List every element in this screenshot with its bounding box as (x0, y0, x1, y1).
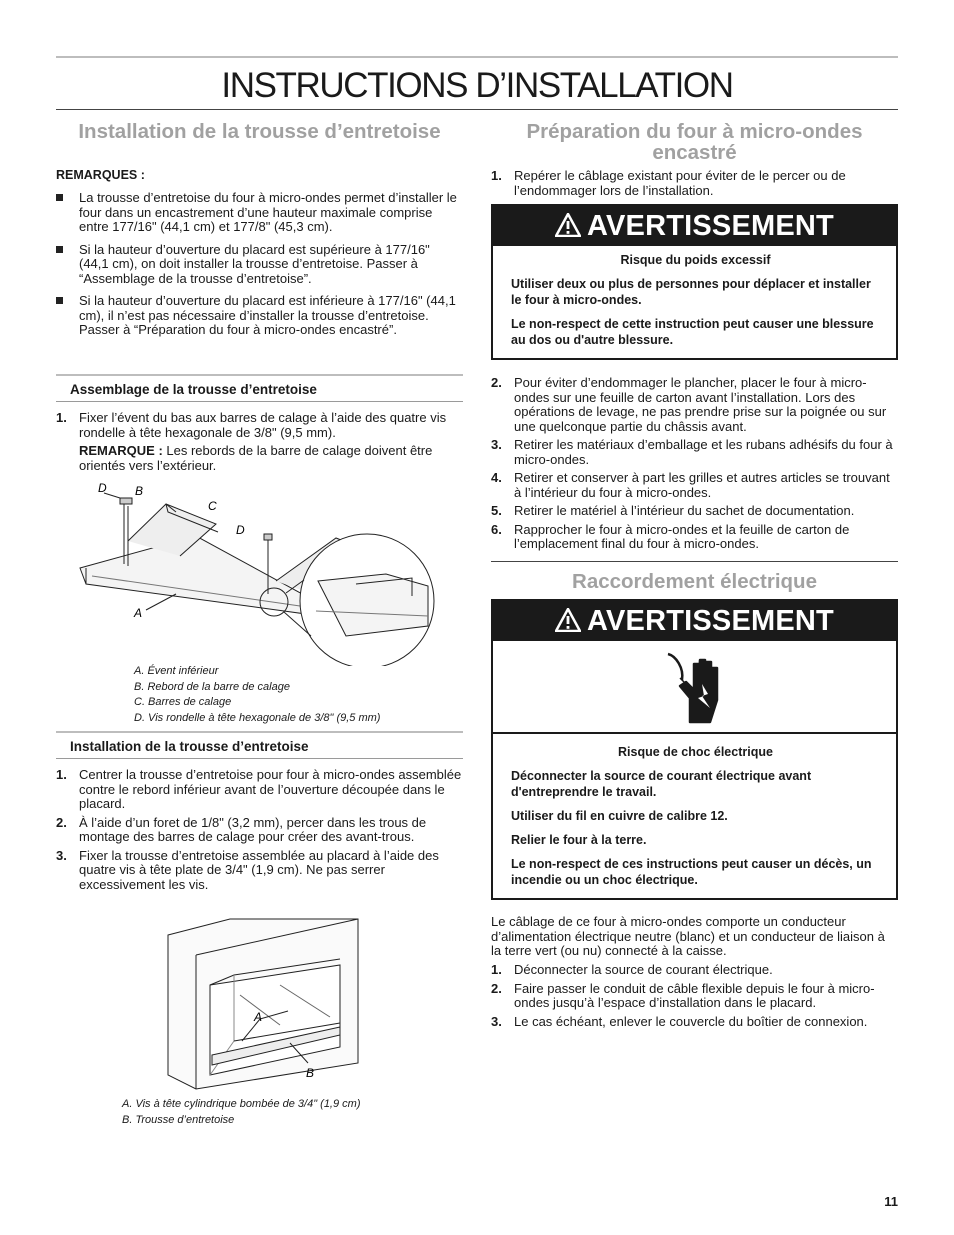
fig1-label-c: C (208, 499, 217, 513)
prep-steps (491, 376, 898, 556)
remarks-list (56, 191, 463, 346)
step-item: 6. Rapprocher le four à micro-ondes et la feuille de carton de l’emplacement final du four à micro-ondes. (491, 521, 850, 551)
fig1-label-d2: D (236, 523, 245, 537)
electrical-steps (491, 963, 898, 1033)
warning-line: Le non-respect de ces instructions peut causer un décès, un incendie ou un choc électrique. (511, 857, 872, 887)
step-item: 1. Déconnecter la source de courant électrique. (491, 962, 773, 977)
electrical-intro: Le câblage de ce four à micro-ondes comporte un conducteur d’alimentation électrique neutre (blanc) et un conducteur de liaison à la terre vert (ou nu) connecté à la caisse. (491, 914, 885, 958)
fig1-label-a: A (134, 606, 143, 620)
warning-line: Déconnecter la source de courant électrique avant d'entreprendre le travail. (511, 769, 812, 799)
remark-item: La trousse d’entretoise du four à micro-ondes permet d’installer le four dans un encastrement d’une hauteur maximale comprise entre 177/16" (44,1 cm) et 177/8" (45,3 cm). (56, 191, 463, 235)
shock-icon-panel (493, 641, 896, 734)
subheading-install: Installation de la trousse d’entretoise (56, 731, 463, 759)
fig2-label-a: A (254, 1010, 263, 1024)
warning-triangle-icon (555, 608, 581, 632)
section-rule (491, 561, 898, 562)
step-item: 1. Fixer l’évent du bas aux barres de calage à l’aide des quatre vis rondelle à tête hexagonale de 3/8" (9,5 mm). (56, 410, 447, 440)
bullet-square-icon (56, 297, 63, 304)
fig2-label-b: B (306, 1066, 315, 1080)
warning-line: Utiliser deux ou plus de personnes pour déplacer et installer le four à micro-ondes. (511, 277, 871, 307)
section-title-prep: Préparation du four à micro-ondes encastré (526, 120, 863, 164)
warning-box-electrical (491, 599, 898, 900)
step-item: 2. Pour éviter d’endommager le plancher, placer le four à micro-ondes sur une feuille de carton avant l’installation. Lors des opérations de levage, ne pas prendre prise sur la poignée ou sur une quelconque partie du châssis avant. (491, 375, 887, 434)
spacer-assembly-figure (56, 476, 463, 666)
assembly-note: REMARQUE : Les rebords de la barre de calage doivent être orientés vers l’extérieur. (79, 443, 433, 473)
assembly-step (56, 411, 463, 477)
warning-risk: Risque du poids excessif (620, 253, 771, 267)
warning-header: AVERTISSEMENT (493, 206, 896, 246)
title-rule (56, 109, 898, 110)
fig1-label-d: D (98, 481, 107, 495)
step-item: 1. Repérer le câblage existant pour éviter de le percer ou de l’endommager lors de l’installation. (491, 168, 846, 198)
step-item: 2. Faire passer le conduit de câble flexible depuis le four à micro-ondes jusqu’à l’espace d’installation dans le placard. (491, 980, 875, 1010)
fig1-captions (134, 664, 454, 726)
warning-line: Relier le four à la terre. (511, 833, 647, 847)
subheading-assembly: Assemblage de la trousse d’entretoise (56, 374, 463, 402)
step-item: 3. Fixer la trousse d’entretoise assemblée au placard à l’aide des quatre vis à tête plate de 3/4" (1,9 cm). Ne pas serrer excessivement les vis. (56, 847, 439, 892)
remark-item: Si la hauteur d’ouverture du placard est supérieure à 177/16" (44,1 cm), on doit installer la trousse d’entretoise. Passer à “Assemblage de la trousse d’entretoise”. (56, 243, 463, 287)
fig1-label-b: B (135, 484, 144, 498)
step-item: 2. À l’aide d’un foret de 1/8" (3,2 mm), percer dans les trous de montage des barres de calage pour créer des avant-trous. (56, 814, 427, 844)
section-title-spacer-kit: Installation de la trousse d’entretoise (78, 120, 441, 143)
caption-line: B. Rebord de la barre de calage (134, 680, 290, 693)
bullet-square-icon (56, 194, 63, 201)
step-item: 1. Centrer la trousse d’entretoise pour four à micro-ondes assemblée contre le rebord inférieur avant de l’ouverture découpée dans le placard. (56, 767, 462, 811)
warning-body (493, 246, 896, 358)
step-item: 3. Retirer les matériaux d’emballage et les rubans adhésifs du four à micro-ondes. (491, 437, 893, 467)
caption-line: A. Vis à tête cylindrique bombée de 3/4" (1,9 cm) (122, 1098, 361, 1110)
warning-box-weight (491, 204, 898, 360)
remarks-label: REMARQUES : (56, 168, 145, 182)
warning-line: Utiliser du fil en cuivre de calibre 12. (511, 809, 728, 823)
top-rule (56, 56, 898, 58)
warning-risk: Risque de choc électrique (618, 745, 773, 759)
caption-line: A. Évent inférieur (134, 665, 219, 677)
prep-step-1 (491, 169, 898, 202)
step-item: 3. Le cas échéant, enlever le couvercle du boîtier de connexion. (491, 1013, 868, 1029)
electric-shock-hand-icon (666, 650, 726, 724)
step-item: 4. Retirer et conserver à part les grilles et autres articles se trouvant à l’intérieur du four à micro-ondes. (491, 470, 890, 500)
caption-line: C. Barres de calage (134, 696, 232, 708)
cabinet-figure (150, 915, 380, 1095)
fig2-captions (122, 1097, 452, 1128)
warning-header: AVERTISSEMENT (493, 601, 896, 641)
step-item: 5. Retirer le matériel à l’intérieur du sachet de documentation. (491, 503, 855, 518)
section-title-electrical: Raccordement électrique (572, 570, 817, 593)
page-number: 11 (884, 1194, 898, 1209)
caption-line: B. Trousse d’entretoise (122, 1113, 235, 1126)
warning-body (493, 734, 896, 898)
remark-item: Si la hauteur d’ouverture du placard est inférieure à 177/16" (44,1 cm), il n’est pas nécessaire d’installer la trousse d’entretoise. Passer à “Préparation du four à micro-ondes encastré”. (56, 294, 463, 338)
page-title: INSTRUCTIONS D’INSTALLATION (221, 66, 733, 105)
bullet-square-icon (56, 246, 63, 253)
warning-line: Le non-respect de cette instruction peut causer une blessure au dos ou d'autre blessure. (511, 317, 874, 347)
warning-triangle-icon (555, 213, 581, 237)
caption-line: D. Vis rondelle à tête hexagonale de 3/8" (9,5 mm) (134, 711, 381, 724)
install-steps (56, 768, 463, 896)
